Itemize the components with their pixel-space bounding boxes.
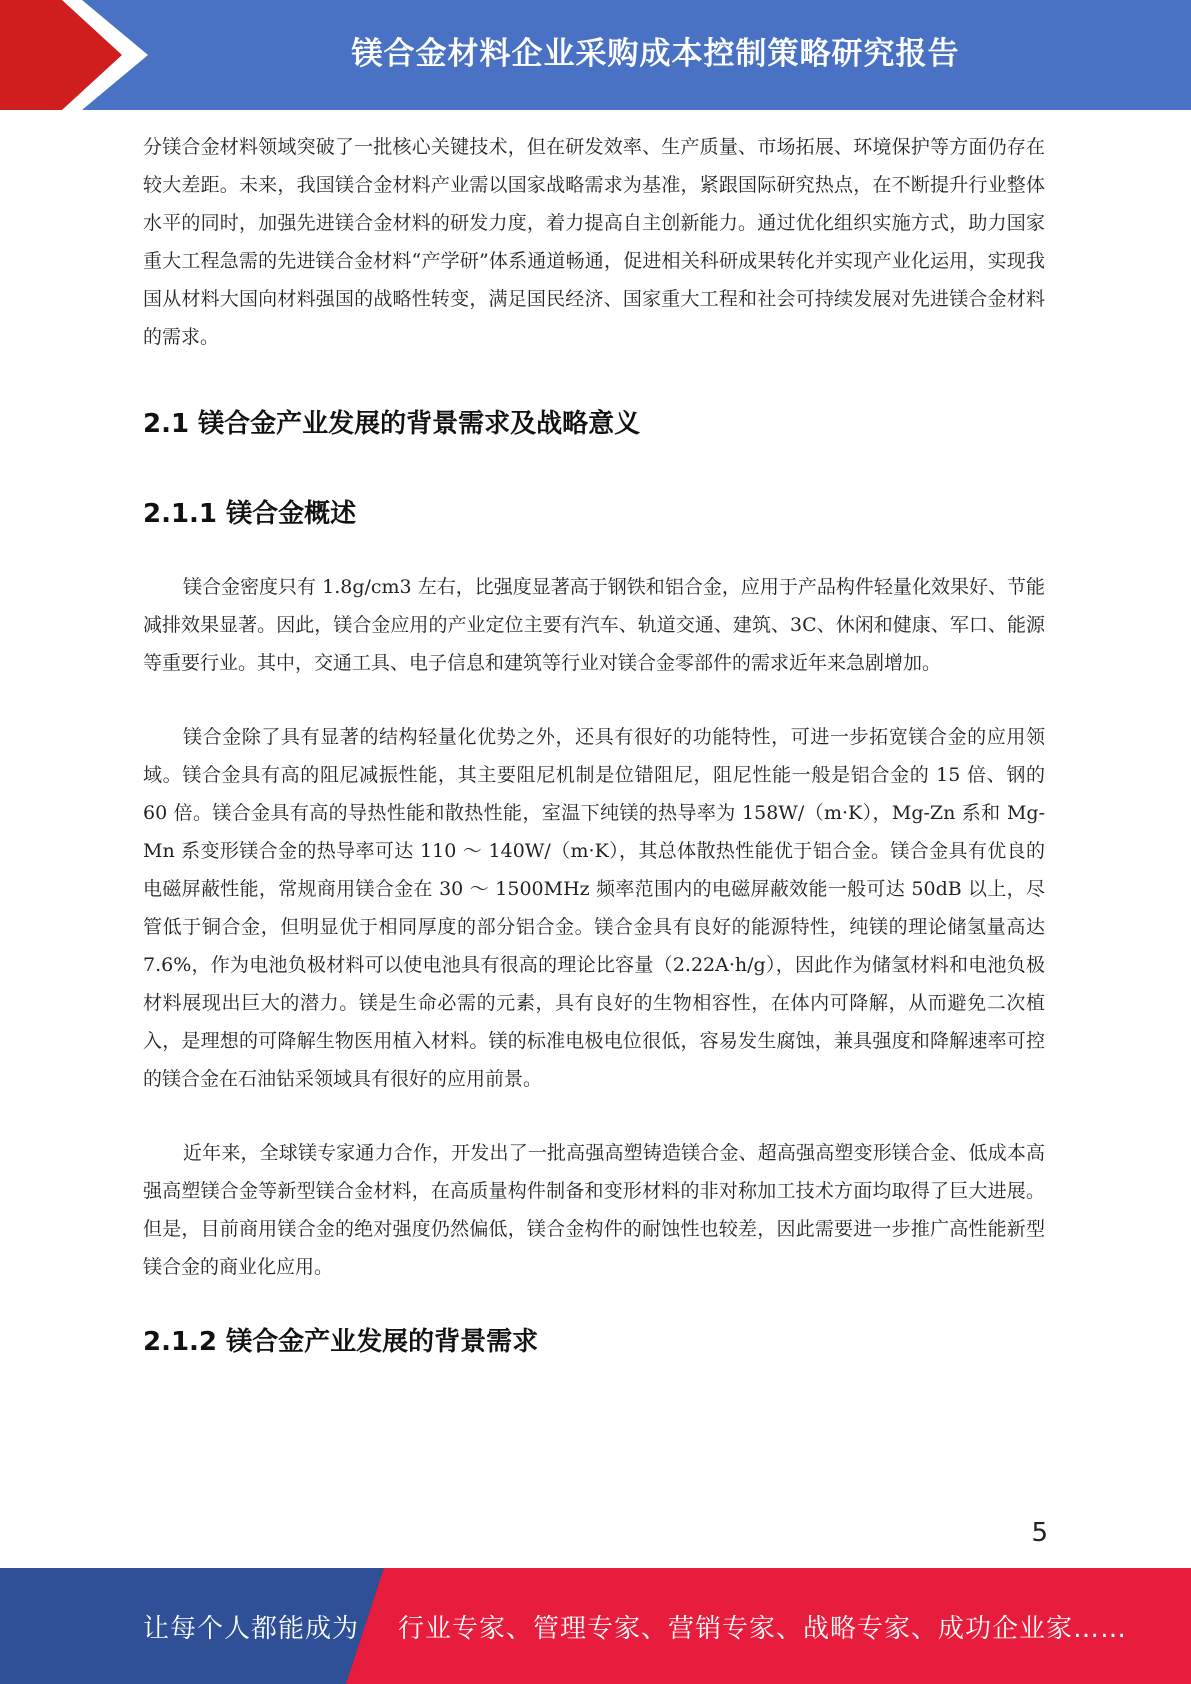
footer-banner bbox=[0, 1568, 1191, 1684]
footer-slogan-left: 让每个人都能成为 bbox=[143, 1613, 360, 1644]
paragraph-functional-properties: 镁合金除了具有显著的结构轻量化优势之外，还具有很好的功能特性，可进一步拓宽镁合金的应用领域。镁合金具有高的阻尼减振性能，其主要阻尼机制是位错阻尼，阻尼性能一般是铝合金的 15 倍、钢的 60 倍。镁合金具有高的导热性能和散热性能，室温下纯镁的热导率为 158W/（m·K），Mg-Zn 系和 Mg-Mn 系变形镁合金的热导率可达 110 ～ 140W/（m·K），其总体散热性能优于铝合金。镁合金具有优良的电磁屏蔽性能，常规商用镁合金在 30 ～ 1500MHz 频率范围内的电磁屏蔽效能一般可达 50dB 以上，尽管低于铜合金，但明显优于相同厚度的部分铝合金。镁合金具有良好的能源特性，纯镁的理论储氢量高达 7.6%，作为电池负极材料可以使电池具有很高的理论比容量（2.22A·h/g），因此作为储氢材料和电池负极材料展现出巨大的潜力。镁是生命必需的元素，具有良好的生物相容性，在体内可降解，从而避免二次植入，是理想的可降解生物医用植入材料。镁的标准电极电位很低，容易发生腐蚀，兼具强度和降解速率可控的镁合金在石油钻采领域具有很好的应用前景。 bbox=[143, 726, 1045, 1090]
header-arrow-decoration bbox=[0, 0, 160, 110]
report-title: 镁合金材料企业采购成本控制策略研究报告 bbox=[351, 35, 960, 72]
page-content bbox=[143, 128, 1045, 1362]
section-heading-2-1-2: 2.1.2 镁合金产业发展的背景需求 bbox=[143, 1327, 539, 1357]
section-heading-2-1-1: 2.1.1 镁合金概述 bbox=[143, 499, 357, 529]
header-banner bbox=[0, 0, 1191, 110]
footer-slogan-right: 行业专家、管理专家、营销专家、战略专家、成功企业家…… bbox=[398, 1613, 1128, 1644]
paragraph-overview: 镁合金密度只有 1.8g/cm3 左右，比强度显著高于钢铁和铝合金，应用于产品构件轻量化效果好、节能减排效果显著。因此，镁合金应用的产业定位主要有汽车、轨道交通、建筑、3C、休闲和健康、军口、能源等重要行业。其中，交通工具、电子信息和建筑等行业对镁合金零部件的需求近年来急剧增加。 bbox=[143, 576, 1045, 674]
paragraph-recent-progress: 近年来，全球镁专家通力合作，开发出了一批高强高塑铸造镁合金、超高强高塑变形镁合金、低成本高强高塑镁合金等新型镁合金材料，在高质量构件制备和变形材料的非对称加工技术方面均取得了巨大进展。但是，目前商用镁合金的绝对强度仍然偏低，镁合金构件的耐蚀性也较差，因此需要进一步推广高性能新型镁合金的商业化应用。 bbox=[143, 1142, 1045, 1278]
page-number: 5 bbox=[1031, 1518, 1048, 1548]
section-heading-2-1: 2.1 镁合金产业发展的背景需求及战略意义 bbox=[143, 409, 641, 439]
intro-paragraph: 分镁合金材料领域突破了一批核心关键技术，但在研发效率、生产质量、市场拓展、环境保护等方面仍存在较大差距。未来，我国镁合金材料产业需以国家战略需求为基准，紧跟国际研究热点，在不断提升行业整体水平的同时，加强先进镁合金材料的研发力度，着力提高自主创新能力。通过优化组织实施方式，助力国家重大工程急需的先进镁合金材料“产学研”体系通道畅通，促进相关科研成果转化并实现产业化运用，实现我国从材料大国向材料强国的战略性转变，满足国民经济、国家重大工程和社会可持续发展对先进镁合金材料的需求。 bbox=[143, 136, 1045, 348]
